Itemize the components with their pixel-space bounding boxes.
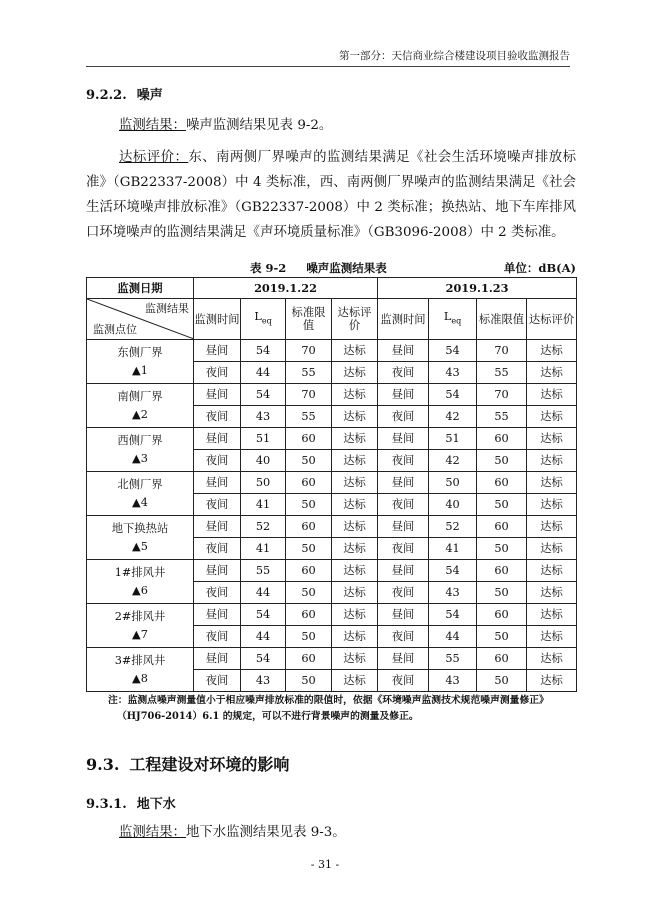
diagonal-header-cell <box>87 299 194 340</box>
table-cell: 54 <box>429 604 477 626</box>
table-cell: 达标 <box>332 538 378 560</box>
table-cell: 54 <box>241 648 286 670</box>
table-cell: 夜间 <box>194 626 241 648</box>
table-cell: 昼间 <box>378 340 429 362</box>
col-eval: 达标评价 <box>527 299 577 340</box>
table-cell: 50 <box>477 494 527 516</box>
table-cell: 达标 <box>332 428 378 450</box>
table-cell: 60 <box>477 604 527 626</box>
site-cell <box>87 340 194 384</box>
site-cell <box>87 604 194 648</box>
table-cell: 42 <box>429 450 477 472</box>
table-caption <box>86 260 576 278</box>
site-name: 地下换热站 <box>111 521 169 535</box>
table-row <box>87 384 577 406</box>
table-cell: 50 <box>429 472 477 494</box>
table-row <box>87 340 577 362</box>
table-cell: 达标 <box>332 626 378 648</box>
table-cell: 昼间 <box>378 472 429 494</box>
table-cell: 夜间 <box>378 626 429 648</box>
page-header: 第一部分：天信商业综合楼建设项目验收监测报告 <box>86 48 570 67</box>
site-code: ▲3 <box>132 451 148 465</box>
table-cell: 60 <box>477 560 527 582</box>
table-row <box>87 560 577 582</box>
table-cell: 昼间 <box>378 428 429 450</box>
evaluation-paragraph <box>86 145 576 245</box>
table-cell: 70 <box>286 340 332 362</box>
date-2: 2019.1.23 <box>378 278 577 299</box>
evaluation-label: 达标评价： <box>119 150 189 165</box>
site-cell <box>87 516 194 560</box>
table-cell: 夜间 <box>378 362 429 384</box>
table-cell: 昼间 <box>378 516 429 538</box>
table-cell: 54 <box>241 340 286 362</box>
site-name: 1#排风井 <box>114 565 166 579</box>
date-header-label: 监测日期 <box>87 278 194 299</box>
table-cell: 达标 <box>527 670 577 692</box>
table-cell: 达标 <box>527 604 577 626</box>
site-code: ▲5 <box>132 539 148 553</box>
table-cell: 70 <box>477 384 527 406</box>
table-cell: 夜间 <box>194 406 241 428</box>
table-cell: 55 <box>477 362 527 384</box>
table-cell: 昼间 <box>378 560 429 582</box>
table-cell: 达标 <box>527 428 577 450</box>
table-cell: 60 <box>286 648 332 670</box>
table-cell: 昼间 <box>194 560 241 582</box>
table-cell: 达标 <box>527 516 577 538</box>
table-cell: 夜间 <box>194 538 241 560</box>
table-cell: 达标 <box>332 472 378 494</box>
site-cell <box>87 384 194 428</box>
table-cell: 52 <box>429 516 477 538</box>
table-row <box>87 428 577 450</box>
table-cell: 达标 <box>332 406 378 428</box>
table-cell: 50 <box>477 450 527 472</box>
table-row <box>87 472 577 494</box>
table-cell: 达标 <box>332 670 378 692</box>
table-cell: 42 <box>429 406 477 428</box>
table-cell: 达标 <box>527 450 577 472</box>
table-cell: 达标 <box>332 450 378 472</box>
section-number: 9.3.1. <box>86 797 127 812</box>
table-cell: 44 <box>241 626 286 648</box>
table-cell: 达标 <box>527 626 577 648</box>
table-title: 表 9-2 噪声监测结果表 <box>250 261 387 275</box>
table-cell: 50 <box>286 670 332 692</box>
table-cell: 达标 <box>332 582 378 604</box>
table-cell: 50 <box>286 582 332 604</box>
site-name: 东侧厂界 <box>117 345 163 359</box>
table-cell: 60 <box>477 472 527 494</box>
site-cell <box>87 472 194 516</box>
table-cell: 达标 <box>527 648 577 670</box>
col-time: 监测时间 <box>378 299 429 340</box>
note-line-2: （HJ706-2014）6.1 的规定，可以不进行背景噪声的测量及修正。 <box>117 711 419 722</box>
table-cell: 55 <box>286 362 332 384</box>
date-1: 2019.1.22 <box>194 278 378 299</box>
table-cell: 50 <box>477 670 527 692</box>
table-cell: 55 <box>241 560 286 582</box>
table-cell: 55 <box>286 406 332 428</box>
result-paragraph <box>86 113 576 138</box>
section-title: 噪声 <box>136 88 163 103</box>
table-row <box>87 516 577 538</box>
table-cell: 达标 <box>332 604 378 626</box>
table-cell: 夜间 <box>378 494 429 516</box>
table-cell: 昼间 <box>194 384 241 406</box>
table-cell: 昼间 <box>194 472 241 494</box>
table-cell: 夜间 <box>378 450 429 472</box>
table-cell: 70 <box>477 340 527 362</box>
table-unit: 单位：dB(A) <box>503 261 576 275</box>
result-label: 监测结果： <box>119 118 186 133</box>
table-cell: 达标 <box>332 560 378 582</box>
table-cell: 达标 <box>332 648 378 670</box>
evaluation-text: 东、南两侧厂界噪声的监测结果满足《社会生活环境噪声排放标准》（GB22337-2008）中 4 类标准，西、南两侧厂界噪声的监测结果满足《社会生活环境噪声排放标准》（GB22337-2008）中 2 类标准；换热站、地下车库排风口环境噪声的监测结果满足《声环境质量标准》（GB3096-2008）中 2 类标准。 <box>86 150 577 240</box>
table-cell: 50 <box>286 538 332 560</box>
table-cell: 达标 <box>527 362 577 384</box>
table-cell: 43 <box>241 670 286 692</box>
table-cell: 43 <box>429 362 477 384</box>
table-cell: 夜间 <box>194 494 241 516</box>
table-cell: 60 <box>286 516 332 538</box>
table-cell: 夜间 <box>378 582 429 604</box>
site-code: ▲7 <box>132 627 148 641</box>
groundwater-text: 地下水监测结果见表 9-3。 <box>185 825 346 840</box>
table-cell: 50 <box>286 626 332 648</box>
table-cell: 昼间 <box>194 428 241 450</box>
result-text: 噪声监测结果见表 9-2。 <box>185 118 333 133</box>
site-code: ▲8 <box>132 671 148 685</box>
table-cell: 41 <box>429 538 477 560</box>
table-cell: 60 <box>286 560 332 582</box>
section-heading-groundwater <box>86 793 186 812</box>
table-cell: 昼间 <box>194 648 241 670</box>
col-time: 监测时间 <box>194 299 241 340</box>
table-cell: 51 <box>429 428 477 450</box>
site-name: 西侧厂界 <box>117 433 163 447</box>
table-cell: 达标 <box>332 384 378 406</box>
table-cell: 41 <box>241 538 286 560</box>
table-cell: 44 <box>429 626 477 648</box>
table-cell: 54 <box>241 604 286 626</box>
table-cell: 昼间 <box>378 604 429 626</box>
table-cell: 达标 <box>527 538 577 560</box>
table-cell: 43 <box>429 670 477 692</box>
table-cell: 昼间 <box>378 384 429 406</box>
table-cell: 夜间 <box>194 362 241 384</box>
table-cell: 52 <box>241 516 286 538</box>
col-leq: $L_{eq}$ <box>241 299 286 340</box>
page-number: - 31 - <box>310 858 340 871</box>
table-cell: 达标 <box>527 384 577 406</box>
table-cell: 54 <box>429 560 477 582</box>
table-cell: 70 <box>286 384 332 406</box>
table-cell: 43 <box>429 582 477 604</box>
section-number: 9.2.2. <box>86 88 127 103</box>
table-cell: 达标 <box>527 406 577 428</box>
groundwater-paragraph <box>86 820 576 845</box>
table-cell: 44 <box>241 582 286 604</box>
col-eval: 达标评价 <box>332 299 378 340</box>
diag-top-label: 监测结果 <box>145 302 189 315</box>
section-title: 地下水 <box>136 797 176 812</box>
table-cell: 达标 <box>332 494 378 516</box>
table-cell: 夜间 <box>194 450 241 472</box>
table-cell: 达标 <box>527 472 577 494</box>
table-cell: 达标 <box>527 560 577 582</box>
section-heading-noise <box>86 84 173 103</box>
diag-bottom-label: 监测点位 <box>93 323 137 336</box>
table-cell: 60 <box>286 428 332 450</box>
site-code: ▲1 <box>132 363 148 377</box>
col-limit: 标准限值 <box>286 299 332 340</box>
table-row <box>87 604 577 626</box>
table-cell: 昼间 <box>194 340 241 362</box>
table-cell: 昼间 <box>378 648 429 670</box>
site-name: 北侧厂界 <box>117 477 163 491</box>
table-cell: 50 <box>286 494 332 516</box>
col-leq: $L_{eq}$ <box>429 299 477 340</box>
section-heading-impact <box>86 752 299 775</box>
table-cell: 50 <box>286 450 332 472</box>
site-cell <box>87 648 194 692</box>
site-code: ▲4 <box>132 495 148 509</box>
section-title: 工程建设对环境的影响 <box>129 755 290 774</box>
noise-results-table <box>86 277 577 692</box>
table-cell: 夜间 <box>378 670 429 692</box>
table-cell: 昼间 <box>194 516 241 538</box>
table-cell: 43 <box>241 406 286 428</box>
table-cell: 50 <box>241 472 286 494</box>
column-header-row <box>87 299 577 340</box>
table-cell: 54 <box>429 340 477 362</box>
table-cell: 60 <box>286 472 332 494</box>
table-cell: 55 <box>429 648 477 670</box>
date-header-row <box>87 278 577 299</box>
site-cell <box>87 560 194 604</box>
table-cell: 达标 <box>332 340 378 362</box>
table-cell: 51 <box>241 428 286 450</box>
section-number: 9.3. <box>86 755 120 774</box>
site-cell <box>87 428 194 472</box>
table-cell: 55 <box>477 406 527 428</box>
table-cell: 54 <box>429 384 477 406</box>
table-cell: 50 <box>477 626 527 648</box>
table-cell: 夜间 <box>194 582 241 604</box>
table-cell: 达标 <box>332 362 378 384</box>
table-cell: 达标 <box>527 340 577 362</box>
table-cell: 41 <box>241 494 286 516</box>
table-cell: 达标 <box>527 494 577 516</box>
note-line-1: 注：监测点噪声测量值小于相应噪声排放标准的限值时，依据《环境噪声监测技术规范噪声测量修正》 <box>108 695 549 706</box>
table-cell: 夜间 <box>378 538 429 560</box>
table-note <box>108 693 578 725</box>
site-code: ▲6 <box>132 583 148 597</box>
site-code: ▲2 <box>132 407 148 421</box>
table-cell: 60 <box>477 648 527 670</box>
table-cell: 夜间 <box>378 406 429 428</box>
table-cell: 达标 <box>332 516 378 538</box>
table-cell: 60 <box>286 604 332 626</box>
site-name: 2#排风井 <box>114 609 166 623</box>
table-cell: 40 <box>429 494 477 516</box>
col-limit: 标准限值 <box>477 299 527 340</box>
table-cell: 50 <box>477 582 527 604</box>
table-cell: 夜间 <box>194 670 241 692</box>
groundwater-label: 监测结果： <box>119 825 186 840</box>
table-cell: 昼间 <box>194 604 241 626</box>
site-name: 3#排风井 <box>114 653 166 667</box>
table-cell: 54 <box>241 384 286 406</box>
table-cell: 60 <box>477 428 527 450</box>
table-row <box>87 648 577 670</box>
table-cell: 达标 <box>527 582 577 604</box>
site-name: 南侧厂界 <box>117 389 163 403</box>
table-cell: 50 <box>477 538 527 560</box>
table-cell: 60 <box>477 516 527 538</box>
table-cell: 40 <box>241 450 286 472</box>
table-cell: 44 <box>241 362 286 384</box>
